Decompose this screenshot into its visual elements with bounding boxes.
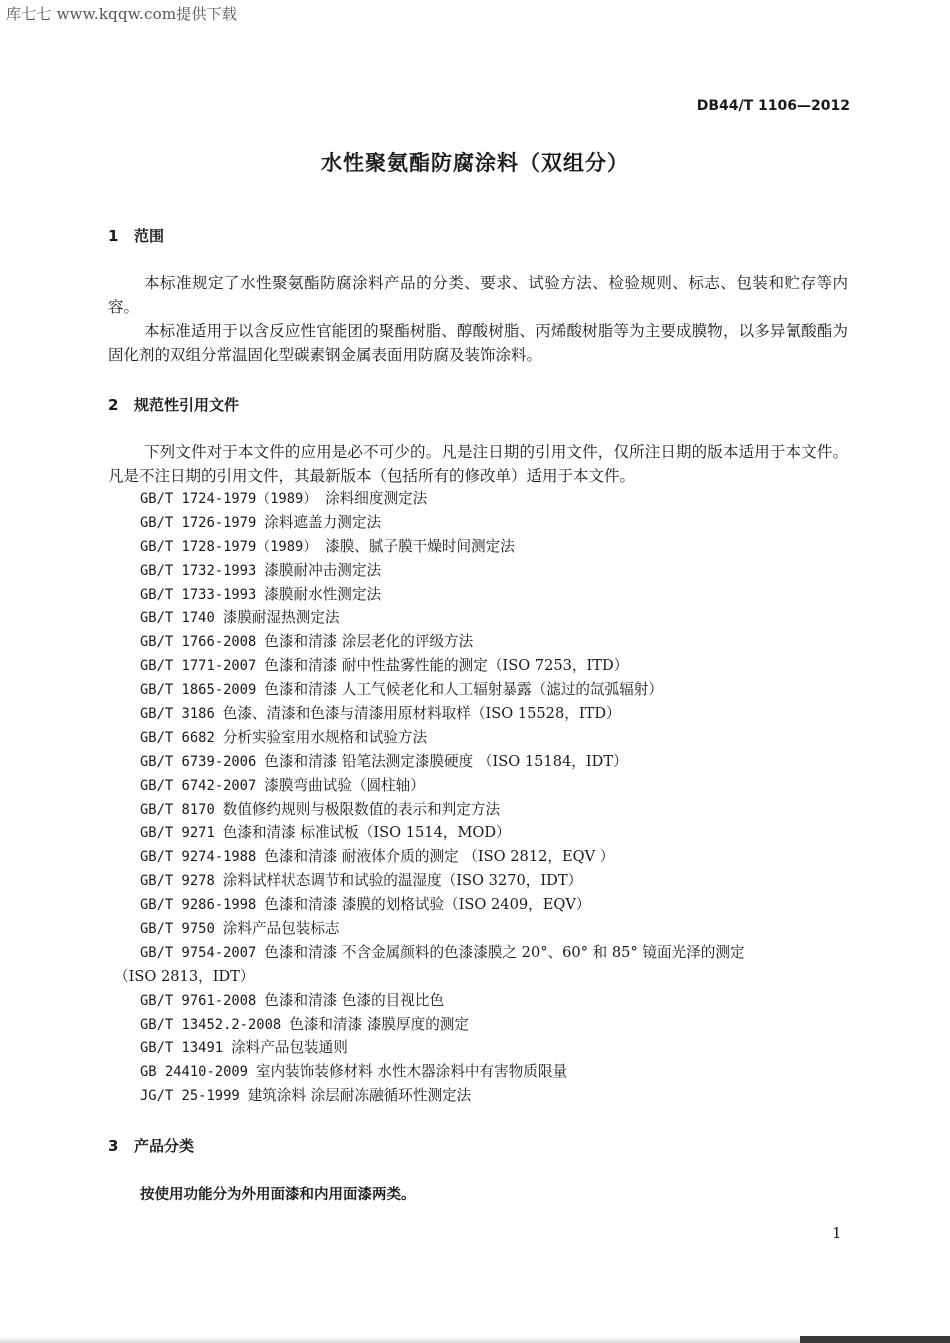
- reference-code: GB/T 6682: [140, 729, 215, 746]
- reference-code: GB/T 6739-2006: [140, 753, 257, 770]
- reference-code: GB/T 9286-1998: [140, 897, 257, 914]
- reference-title: 色漆和清漆 漆膜的划格试验（ISO 2409，EQV）: [264, 896, 591, 914]
- reference-title: 建筑涂料 涂层耐冻融循环性测定法: [247, 1087, 472, 1105]
- reference-title: 色漆和清漆 漆膜厚度的测定: [289, 1015, 469, 1033]
- reference-item: [108, 630, 853, 654]
- reference-title: 色漆和清漆 不含金属颜料的色漆漆膜之 20°、60° 和 85° 镜面光泽的测定: [264, 943, 745, 961]
- reference-code: GB/T 1771-2007: [140, 658, 257, 675]
- reference-item: [108, 893, 853, 917]
- page-number: 1: [832, 1224, 842, 1242]
- reference-code: GB 24410-2009: [140, 1064, 248, 1081]
- reference-code: GB/T 1728-1979（1989）: [140, 538, 318, 555]
- reference-code: GB/T 1726-1979: [140, 514, 257, 531]
- scope-paragraph-2: 本标准适用于以含反应性官能团的聚酯树脂、醇酸树脂、丙烯酸树脂等为主要成膜物，以多异氰酸酯为固化剂的双组分常温固化型碳素钢金属表面用防腐及装饰涂料。: [108, 322, 848, 364]
- watermark-text: 库七七 www.kqqw.com提供下载: [6, 5, 238, 23]
- page-title: 水性聚氨酯防腐涂料（双组分）: [321, 151, 629, 175]
- reference-code: JG/T 25-1999: [140, 1088, 240, 1105]
- reference-item: [108, 678, 853, 702]
- reference-code: GB/T 9754-2007: [140, 944, 257, 961]
- reference-code: GB/T 1732-1993: [140, 562, 257, 579]
- reference-list: [108, 487, 853, 1108]
- reference-item: [108, 1084, 853, 1108]
- reference-title: 色漆和清漆 涂层老化的评级方法: [264, 633, 474, 651]
- scope-paragraph-1: 本标准规定了水性聚氨酯防腐涂料产品的分类、要求、试验方法、检验规则、标志、包装和贮存等内容。: [108, 274, 848, 316]
- reference-item: [108, 869, 853, 893]
- reference-title: 色漆、清漆和色漆与清漆用原材料取样（ISO 15528，ITD）: [222, 705, 621, 723]
- scan-corner: [800, 1336, 950, 1343]
- reference-title: 色漆和清漆 色漆的目视比色: [264, 991, 445, 1009]
- reference-title: 数值修约规则与极限数值的表示和判定方法: [222, 800, 501, 818]
- reference-title: 漆膜、腻子膜干燥时间测定法: [325, 537, 515, 555]
- reference-code: GB/T 9750: [140, 921, 215, 938]
- reference-item: [108, 750, 853, 774]
- reference-item: [108, 1036, 853, 1060]
- reference-title: 涂料产品包装标志: [222, 920, 340, 938]
- reference-code: GB/T 1766-2008: [140, 634, 257, 651]
- normative-intro-paragraph: 下列文件对于本文件的应用是必不可少的。凡是注日期的引用文件，仅所注日期的版本适用于本文件。凡是不注日期的引用文件，其最新版本（包括所有的修改单）适用于本文件。: [108, 443, 848, 485]
- reference-item: [108, 774, 853, 798]
- section-title: 产品分类: [134, 1137, 195, 1155]
- reference-title: 色漆和清漆 人工气候老化和人工辐射暴露（滤过的氙弧辐射）: [264, 681, 663, 699]
- reference-title: 色漆和清漆 铅笔法测定漆膜硬度 （ISO 15184，IDT）: [264, 752, 628, 770]
- reference-item: [108, 559, 853, 583]
- reference-title: 涂料试样状态调节和试验的温湿度（ISO 3270，IDT）: [222, 872, 583, 890]
- reference-item: [108, 917, 853, 941]
- reference-item: [108, 702, 853, 726]
- reference-code: GB/T 13491: [140, 1040, 224, 1057]
- reference-item: [108, 726, 853, 750]
- reference-item: [108, 845, 853, 869]
- reference-title: 涂料遮盖力测定法: [264, 513, 382, 531]
- section-heading-normative: [108, 394, 239, 415]
- reference-title: 色漆和清漆 耐中性盐雾性能的测定（ISO 7253，ITD）: [264, 657, 629, 675]
- reference-code: GB/T 6742-2007: [140, 777, 257, 794]
- reference-title: 涂料产品包装通则: [231, 1039, 348, 1057]
- reference-item: [108, 1060, 853, 1084]
- reference-title: 色漆和清漆 标准试板（ISO 1514，MOD）: [222, 824, 511, 842]
- section-heading-classification: [108, 1135, 194, 1156]
- reference-code: GB/T 3186: [140, 706, 215, 723]
- reference-code: GB/T 9761-2008: [140, 992, 257, 1009]
- reference-code: GB/T 1724-1979（1989）: [140, 491, 318, 507]
- reference-title: 漆膜耐冲击测定法: [264, 561, 382, 579]
- reference-code: GB/T 8170: [140, 801, 215, 818]
- reference-code: GB/T 9278: [140, 873, 215, 890]
- reference-title: 色漆和清漆 耐液体介质的测定 （ISO 2812，EQV ）: [264, 848, 615, 866]
- reference-code: GB/T 1865-2009: [140, 682, 257, 699]
- reference-item: [108, 583, 853, 607]
- reference-item: [108, 511, 853, 535]
- reference-title: 漆膜弯曲试验（圆柱轴）: [264, 776, 425, 794]
- reference-title: 分析实验室用水规格和试验方法: [222, 728, 428, 746]
- reference-item: [108, 798, 853, 822]
- reference-item: [108, 941, 853, 965]
- section-heading-scope: [108, 225, 164, 246]
- reference-title: 室内装饰装修材料 水性木器涂料中有害物质限量: [255, 1063, 568, 1081]
- reference-item: [108, 654, 853, 678]
- section-number: 3: [108, 1137, 119, 1155]
- reference-item: [108, 1013, 853, 1037]
- section-title: 范围: [134, 227, 165, 245]
- reference-title: 漆膜耐湿热测定法: [222, 609, 340, 627]
- reference-item: [108, 606, 853, 630]
- section-title: 规范性引用文件: [134, 396, 240, 414]
- section-number: 1: [108, 227, 119, 245]
- reference-code: GB/T 1740: [140, 610, 215, 627]
- standard-code: DB44/T 1106—2012: [696, 98, 850, 114]
- section-number: 2: [108, 396, 119, 414]
- reference-item: [108, 965, 853, 989]
- reference-code: GB/T 13452.2-2008: [140, 1016, 282, 1033]
- reference-title: 漆膜耐水性测定法: [264, 585, 382, 603]
- reference-title: 涂料细度测定法: [325, 490, 428, 507]
- reference-code: GB/T 9271: [140, 825, 215, 842]
- reference-item: [108, 535, 853, 559]
- classification-text: 按使用功能分为外用面漆和内用面漆两类。: [140, 1187, 416, 1203]
- reference-item: [108, 989, 853, 1013]
- reference-code: GB/T 9274-1988: [140, 849, 257, 866]
- reference-code: GB/T 1733-1993: [140, 586, 257, 603]
- reference-item: [108, 821, 853, 845]
- reference-item: [108, 487, 853, 511]
- reference-title: （ISO 2813，IDT）: [114, 967, 255, 985]
